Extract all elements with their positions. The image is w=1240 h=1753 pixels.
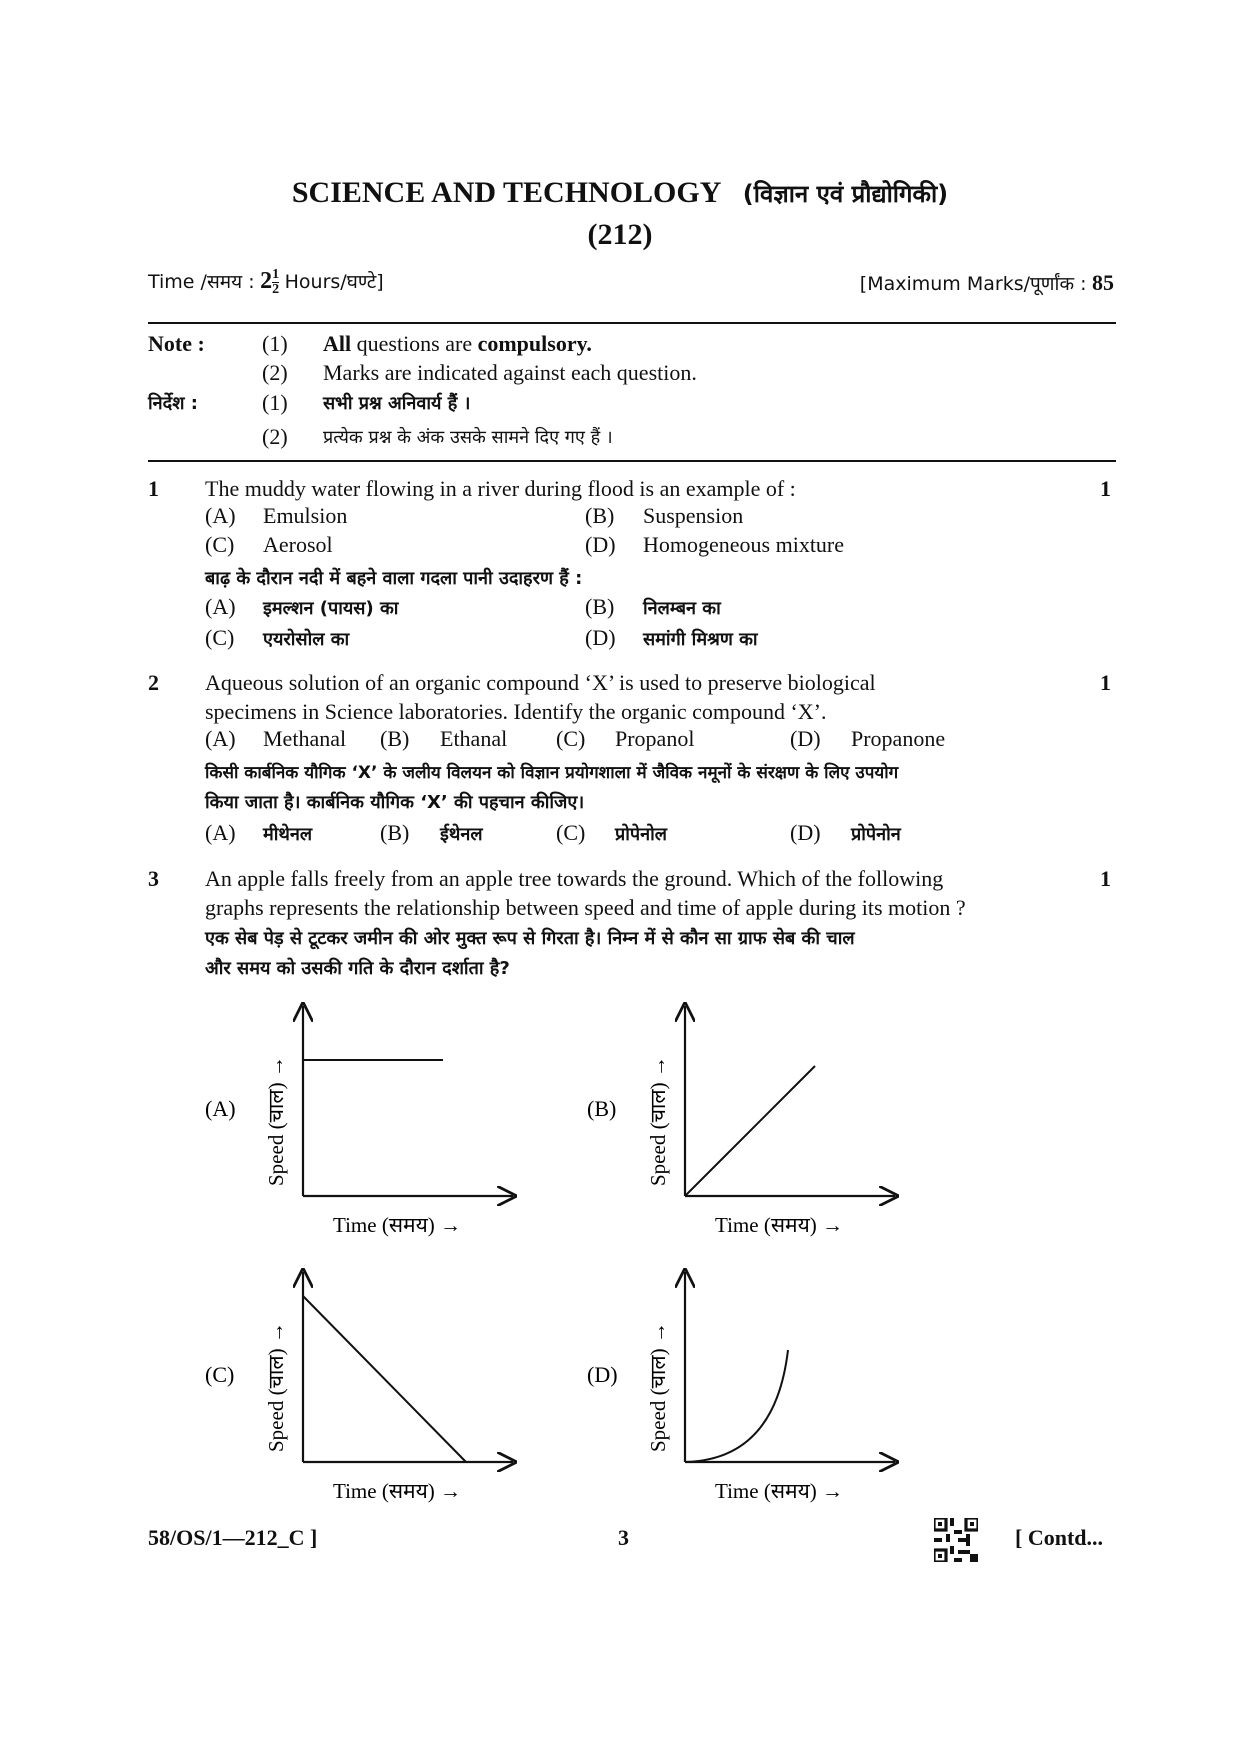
graph-a xyxy=(205,1006,513,1237)
question-3-line-1: An apple falls freely from an apple tree towards the ground. Which of the following xyxy=(205,866,944,891)
y-axis-label: Speed (चाल) → xyxy=(264,1322,288,1452)
note-1-b: questions are xyxy=(356,331,473,356)
graph-option-label: (D) xyxy=(587,1362,618,1387)
q2-option-c: Propanol xyxy=(615,726,695,751)
question-2-hindi-line-2: किया जाता है। कार्बनिक यौगिक ‘X’ की पहचान कीजिए। xyxy=(205,792,585,813)
question-1-text: The muddy water flowing in a river during flood is an example of : xyxy=(205,476,796,501)
y-axis-label: Speed (चाल) → xyxy=(264,1056,288,1186)
title-english: SCIENCE AND TECHNOLOGY xyxy=(291,176,721,209)
q1-hindi-option-d: समांगी मिश्रण का xyxy=(643,629,758,650)
note-1-num: (1) xyxy=(262,331,288,356)
time-frac-num: 1 xyxy=(272,267,280,283)
graph-c xyxy=(205,1272,513,1503)
question-2-number: 2 xyxy=(148,670,159,695)
graph-option-label: (C) xyxy=(205,1362,235,1387)
q1-hindi-option-b: निलम्बन का xyxy=(643,598,721,619)
question-1-number: 1 xyxy=(148,476,159,501)
question-2-marks: 1 xyxy=(1100,670,1111,695)
time-whole: 2 xyxy=(260,268,273,294)
paper-code: 58/OS/1—212_C ] xyxy=(148,1525,318,1550)
question-2-hindi-line-1: किसी कार्बनिक यौगिक ‘X’ के जलीय विलयन को विज्ञान प्रयोगशाला में जैविक नमूनों के संरक्षण के लिए उपयोग xyxy=(205,763,899,783)
continued-label: [ Contd... xyxy=(1015,1525,1104,1550)
graph-option-label: (B) xyxy=(587,1096,617,1121)
q2-option-c-letter: (C) xyxy=(556,726,586,751)
q2-option-a-letter: (A) xyxy=(205,726,236,751)
speed-line xyxy=(685,1066,815,1196)
q2-hindi-option-d: प्रोपेनोन xyxy=(851,824,901,845)
note-2-num: (2) xyxy=(262,360,288,385)
hindi-note-2-num: (2) xyxy=(262,424,288,449)
q2-option-b: Ethanal xyxy=(440,726,508,751)
q2-hindi-option-b-letter: (B) xyxy=(380,820,410,845)
note-2: Marks are indicated against each question. xyxy=(323,360,697,385)
x-axis-label: Time (समय) → xyxy=(715,1213,843,1237)
x-axis-label: Time (समय) → xyxy=(715,1479,843,1503)
speed-line xyxy=(303,1296,466,1462)
speed-curve xyxy=(685,1350,788,1462)
q2-hindi-option-d-letter: (D) xyxy=(790,820,821,845)
hindi-note-label: निर्देश : xyxy=(148,393,198,414)
subject-code: (212) xyxy=(587,218,653,251)
q2-hindi-option-a: मीथेनल xyxy=(263,824,313,845)
question-2-line-1: Aqueous solution of an organic compound ‘X’ is used to preserve biological xyxy=(205,670,876,695)
time-label: Time /समय : xyxy=(148,271,255,293)
max-marks-label: [Maximum Marks/पूर्णांक : xyxy=(859,273,1087,295)
hindi-note-1: सभी प्रश्न अनिवार्य हैं । xyxy=(323,393,471,414)
q1-hindi-option-c-letter: (C) xyxy=(205,625,235,650)
q1-option-b: Suspension xyxy=(643,503,744,528)
q1-option-a: Emulsion xyxy=(263,503,348,528)
q2-hindi-option-c-letter: (C) xyxy=(556,820,586,845)
question-2-line-2: specimens in Science laboratories. Identify the organic compound ‘X’. xyxy=(205,699,827,724)
q1-option-d: Homogeneous mixture xyxy=(643,532,845,557)
x-axis-label: Time (समय) → xyxy=(333,1479,461,1503)
hindi-note-2: प्रत्येक प्रश्न के अंक उसके सामने दिए गए हैं । xyxy=(323,427,613,448)
note-1-a: All xyxy=(323,331,352,356)
q1-option-a-letter: (A) xyxy=(205,503,236,528)
note-label: Note : xyxy=(148,331,205,356)
graph-option-label: (A) xyxy=(205,1096,236,1121)
q2-hindi-option-b: ईथेनल xyxy=(440,824,483,845)
q1-option-c-letter: (C) xyxy=(205,532,235,557)
graph-b xyxy=(587,1006,895,1237)
question-3-hindi-line-1: एक सेब पेड़ से टूटकर जमीन की ओर मुक्त रूप से गिरता है। निम्न में से कौन सा ग्राफ सेब की चाल xyxy=(205,928,855,949)
q2-hindi-option-a-letter: (A) xyxy=(205,820,236,845)
note-1-c: compulsory. xyxy=(477,331,592,356)
x-axis-label: Time (समय) → xyxy=(333,1213,461,1237)
question-3-line-2: graphs represents the relationship between speed and time of apple during its motion ? xyxy=(205,895,966,920)
graph-d xyxy=(587,1272,895,1503)
q1-option-b-letter: (B) xyxy=(585,503,615,528)
q2-option-d: Propanone xyxy=(851,726,946,751)
y-axis-label: Speed (चाल) → xyxy=(646,1322,670,1452)
question-3-marks: 1 xyxy=(1100,866,1111,891)
title-hindi: (विज्ञान एवं प्रौद्योगिकी) xyxy=(742,180,949,208)
time-frac-den: 2 xyxy=(272,282,280,298)
q1-hindi-option-a-letter: (A) xyxy=(205,594,236,619)
q1-hindi-option-d-letter: (D) xyxy=(585,625,616,650)
q1-option-c: Aerosol xyxy=(263,532,333,557)
q2-option-a: Methanal xyxy=(263,726,347,751)
hindi-note-1-num: (1) xyxy=(262,390,288,415)
q2-option-b-letter: (B) xyxy=(380,726,410,751)
y-axis-label: Speed (चाल) → xyxy=(646,1056,670,1186)
q1-hindi-option-b-letter: (B) xyxy=(585,594,615,619)
q1-option-d-letter: (D) xyxy=(585,532,616,557)
graphs-root xyxy=(205,1006,895,1503)
q1-hindi-option-a: इमल्शन (पायस) का xyxy=(263,598,399,619)
qr-code-icon xyxy=(934,1518,978,1562)
q1-hindi-option-c: एयरोसोल का xyxy=(263,629,350,650)
question-3-hindi-line-2: और समय को उसकी गति के दौरान दर्शाता है? xyxy=(205,958,510,979)
q2-option-d-letter: (D) xyxy=(790,726,821,751)
question-3-number: 3 xyxy=(148,866,159,891)
q2-hindi-option-c: प्रोपेनोल xyxy=(615,824,667,845)
time-unit: Hours/घण्टे] xyxy=(284,271,384,293)
question-1-marks: 1 xyxy=(1100,476,1111,501)
question-1-text-hindi: बाढ़ के दौरान नदी में बहने वाला गदला पानी उदाहरण हैं : xyxy=(205,568,583,589)
page-number: 3 xyxy=(618,1525,629,1550)
max-marks-value: 85 xyxy=(1092,270,1114,295)
